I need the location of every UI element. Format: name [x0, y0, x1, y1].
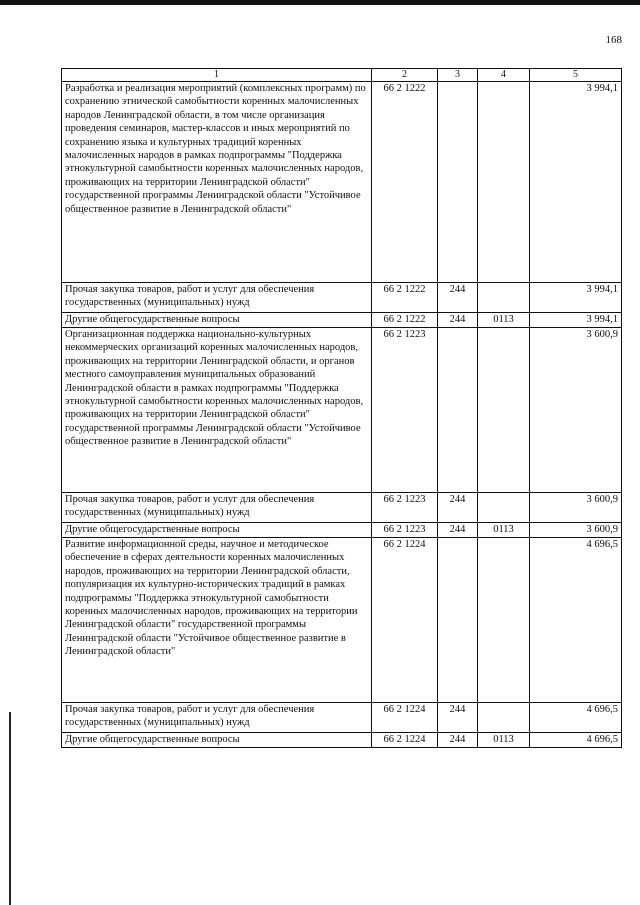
row-amount: 3 994,1: [530, 82, 622, 283]
table-row: [62, 523, 622, 538]
row-type: [438, 328, 478, 493]
row-code: 66 2 1223: [372, 328, 438, 493]
column-header: 4: [478, 69, 530, 82]
row-name: Другие общегосударственные вопросы: [62, 523, 372, 538]
budget-table: [61, 68, 622, 748]
row-name: Разработка и реализация мероприятий (комплексных программ) по сохранению этнической самобытности коренных малочисленных народов Ленинградской области, в том числе организация проведения семинаров, мастер-классов и иных мероприятий по сохранению языка и культурных традиций коренных малочисленных народов в рамках подпрограммы "Поддержка этнокультурной самобытности коренных малочисленных народов, проживающих на территории Ленинградской области" государственной программы Ленинградской области "Устойчивое общественное развитие в Ленинградской области": [62, 82, 372, 283]
row-amount: 4 696,5: [530, 703, 622, 733]
row-section: 0113: [478, 733, 530, 748]
row-code: 66 2 1223: [372, 493, 438, 523]
row-section: [478, 82, 530, 283]
row-code: 66 2 1224: [372, 538, 438, 703]
row-amount: 3 600,9: [530, 493, 622, 523]
row-section: 0113: [478, 313, 530, 328]
row-name: Организационная поддержка национально-культурных некоммерческих организаций коренных малочисленных народов, проживающих на территории Ленинградской области, и органов местного самоуправления муниципальных образований Ленинградской области в рамках подпрограммы "Поддержка этнокультурной самобытности коренных малочисленных народов, проживающих на территории Ленинградской области" государственной программы Ленинградской области "Устойчивое общественное развитие в Ленинградской области": [62, 328, 372, 493]
table-row: [62, 313, 622, 328]
table-row: [62, 703, 622, 733]
row-name: Другие общегосударственные вопросы: [62, 733, 372, 748]
table-row: [62, 493, 622, 523]
row-section: [478, 283, 530, 313]
row-code: 66 2 1222: [372, 313, 438, 328]
table-row: [62, 733, 622, 748]
table-header-row: [62, 69, 622, 82]
table-row: [62, 283, 622, 313]
column-header: 1: [62, 69, 372, 82]
column-header: 3: [438, 69, 478, 82]
row-code: 66 2 1224: [372, 733, 438, 748]
row-type: 244: [438, 283, 478, 313]
page-number: 168: [605, 34, 622, 46]
top-border-line: [0, 0, 640, 5]
row-type: 244: [438, 733, 478, 748]
row-type: [438, 538, 478, 703]
row-amount: 3 994,1: [530, 283, 622, 313]
row-section: [478, 493, 530, 523]
row-type: 244: [438, 703, 478, 733]
row-code: 66 2 1223: [372, 523, 438, 538]
row-amount: 3 600,9: [530, 328, 622, 493]
row-code: 66 2 1224: [372, 703, 438, 733]
row-section: 0113: [478, 523, 530, 538]
row-name: Прочая закупка товаров, работ и услуг для обеспечения государственных (муниципальных) нужд: [62, 283, 372, 313]
row-type: [438, 82, 478, 283]
row-code: 66 2 1222: [372, 283, 438, 313]
row-name: Другие общегосударственные вопросы: [62, 313, 372, 328]
row-type: 244: [438, 523, 478, 538]
row-name: Прочая закупка товаров, работ и услуг для обеспечения государственных (муниципальных) нужд: [62, 493, 372, 523]
row-amount: 4 696,5: [530, 733, 622, 748]
row-section: [478, 328, 530, 493]
row-amount: 3 994,1: [530, 313, 622, 328]
row-name: Прочая закупка товаров, работ и услуг для обеспечения государственных (муниципальных) нужд: [62, 703, 372, 733]
scan-edge-line: [9, 712, 11, 905]
row-type: 244: [438, 493, 478, 523]
row-section: [478, 703, 530, 733]
table-row: [62, 538, 622, 703]
column-header: 2: [372, 69, 438, 82]
column-header: 5: [530, 69, 622, 82]
row-amount: 3 600,9: [530, 523, 622, 538]
row-section: [478, 538, 530, 703]
row-type: 244: [438, 313, 478, 328]
table-row: [62, 328, 622, 493]
row-name: Развитие информационной среды, научное и методическое обеспечение в сферах деятельности коренных малочисленных народов, проживающих на территории Ленинградской области, популяризация их культурно-исторических традиций в рамках подпрограммы "Поддержка этнокультурной самобытности коренных малочисленных народов, проживающих на территории Ленинградской области" государственной программы Ленинградской области "Устойчивое общественное развитие в Ленинградской области": [62, 538, 372, 703]
table-row: [62, 82, 622, 283]
row-code: 66 2 1222: [372, 82, 438, 283]
row-amount: 4 696,5: [530, 538, 622, 703]
